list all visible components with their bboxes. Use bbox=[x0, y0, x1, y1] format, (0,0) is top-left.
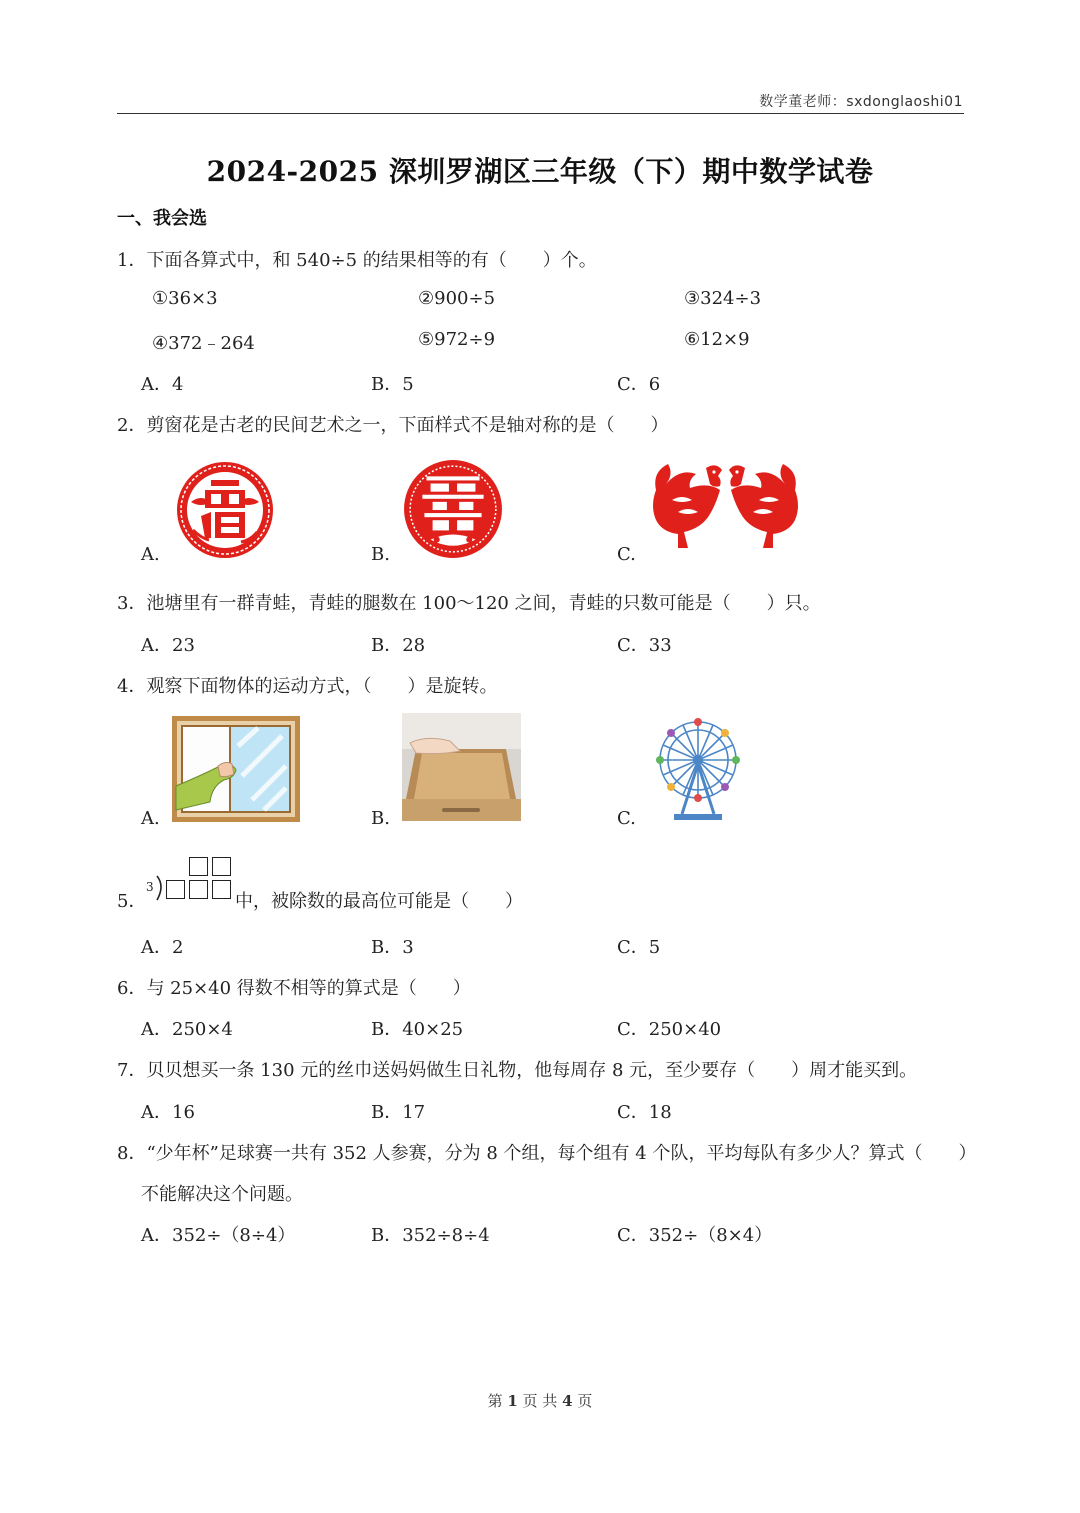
question-1-text: 1．下面各算式中，和 540÷5 的结果相等的有（ ）个。 bbox=[117, 250, 597, 271]
q5-option-c[interactable]: C．5 bbox=[617, 937, 661, 958]
q4-option-c[interactable]: C. bbox=[617, 808, 636, 829]
footer-page-number: 1 bbox=[507, 1392, 518, 1410]
section-heading: 一、我会选 bbox=[117, 208, 207, 229]
dividend-box-1 bbox=[166, 880, 185, 899]
header-note: 数学董老师：sxdonglaoshi01 bbox=[759, 94, 963, 110]
q1-expr-2: ②900÷5 bbox=[418, 288, 496, 309]
q5-option-a[interactable]: A．2 bbox=[141, 937, 184, 958]
q1-expr-5: ⑤972÷9 bbox=[418, 329, 496, 350]
footer-prefix: 第 bbox=[487, 1392, 503, 1410]
q1-option-b[interactable]: B．5 bbox=[371, 374, 414, 395]
dividend-box-2 bbox=[189, 880, 208, 899]
q1-option-c[interactable]: C．6 bbox=[617, 374, 661, 395]
sliding-window-icon bbox=[172, 716, 300, 822]
quotient-box-1 bbox=[189, 857, 208, 876]
q1-expr-6: ⑥12×9 bbox=[684, 329, 750, 350]
page-footer bbox=[0, 1390, 1080, 1411]
q1-expr-3: ③324÷3 bbox=[684, 288, 762, 309]
q6-option-a[interactable]: A．250×4 bbox=[141, 1019, 233, 1040]
q1-expr-1: ①36×3 bbox=[152, 288, 218, 309]
q5-option-b[interactable]: B．3 bbox=[371, 937, 414, 958]
q7-option-c[interactable]: C．18 bbox=[617, 1102, 672, 1123]
ferris-wheel-icon bbox=[648, 714, 748, 824]
dividend-box-3 bbox=[212, 880, 231, 899]
q3-option-b[interactable]: B．28 bbox=[371, 635, 426, 656]
q1-option-a[interactable]: A．4 bbox=[141, 374, 184, 395]
question-8-text: 8．“少年杯”足球赛一共有 352 人参赛，分为 8 个组，每个组有 4 个队，平均每队有多少人？算式（ ） bbox=[117, 1143, 977, 1164]
footer-total-pages: 4 bbox=[562, 1392, 573, 1410]
q2-option-b[interactable]: B. bbox=[371, 544, 390, 565]
header-divider bbox=[117, 113, 964, 114]
q3-option-a[interactable]: A．23 bbox=[141, 635, 195, 656]
question-4-text: 4．观察下面物体的运动方式，（ ）是旋转。 bbox=[117, 676, 498, 697]
question-5-number: 5． bbox=[117, 891, 147, 912]
papercut-double-happiness-icon bbox=[402, 458, 504, 560]
q5-divisor: 3 bbox=[146, 880, 154, 894]
q8-option-a[interactable]: A．352÷（8÷4） bbox=[141, 1225, 296, 1246]
q2-option-a[interactable]: A. bbox=[141, 544, 160, 565]
question-5-text: 中，被除数的最高位可能是（ ） bbox=[235, 891, 523, 912]
q6-option-c[interactable]: C．250×40 bbox=[617, 1019, 722, 1040]
q4-option-b[interactable]: B. bbox=[371, 808, 390, 829]
question-8-text-continued: 不能解决这个问题。 bbox=[141, 1184, 303, 1205]
page-title: 2024-2025 深圳罗湖区三年级（下）期中数学试卷 bbox=[206, 155, 874, 188]
question-7-text: 7．贝贝想买一条 130 元的丝巾送妈妈做生日礼物，他每周存 8 元，至少要存（ ）周才能买到。 bbox=[117, 1060, 918, 1081]
q7-option-b[interactable]: B．17 bbox=[371, 1102, 426, 1123]
q1-expr-4: ④372﹣264 bbox=[152, 333, 255, 354]
q8-option-b[interactable]: B．352÷8÷4 bbox=[371, 1225, 490, 1246]
q8-option-c[interactable]: C．352÷（8×4） bbox=[617, 1225, 773, 1246]
footer-suffix: 页 bbox=[577, 1392, 593, 1410]
q3-option-c[interactable]: C．33 bbox=[617, 635, 672, 656]
q4-option-a[interactable]: A. bbox=[141, 808, 160, 829]
question-2-text: 2．剪窗花是古老的民间艺术之一，下面样式不是轴对称的是（ ） bbox=[117, 415, 669, 436]
q7-option-a[interactable]: A．16 bbox=[141, 1102, 195, 1123]
footer-mid: 页 共 bbox=[522, 1392, 558, 1410]
q6-option-b[interactable]: B．40×25 bbox=[371, 1019, 464, 1040]
papercut-fu-icon bbox=[175, 460, 275, 560]
quotient-box-2 bbox=[212, 857, 231, 876]
question-6-text: 6．与 25×40 得数不相等的算式是（ ） bbox=[117, 978, 471, 999]
drawer-icon bbox=[402, 713, 521, 821]
q2-option-c[interactable]: C. bbox=[617, 544, 636, 565]
question-3-text: 3．池塘里有一群青蛙，青蛙的腿数在 100～120 之间，青蛙的只数可能是（ ）只。 bbox=[117, 593, 821, 614]
papercut-roosters-icon bbox=[648, 460, 803, 560]
